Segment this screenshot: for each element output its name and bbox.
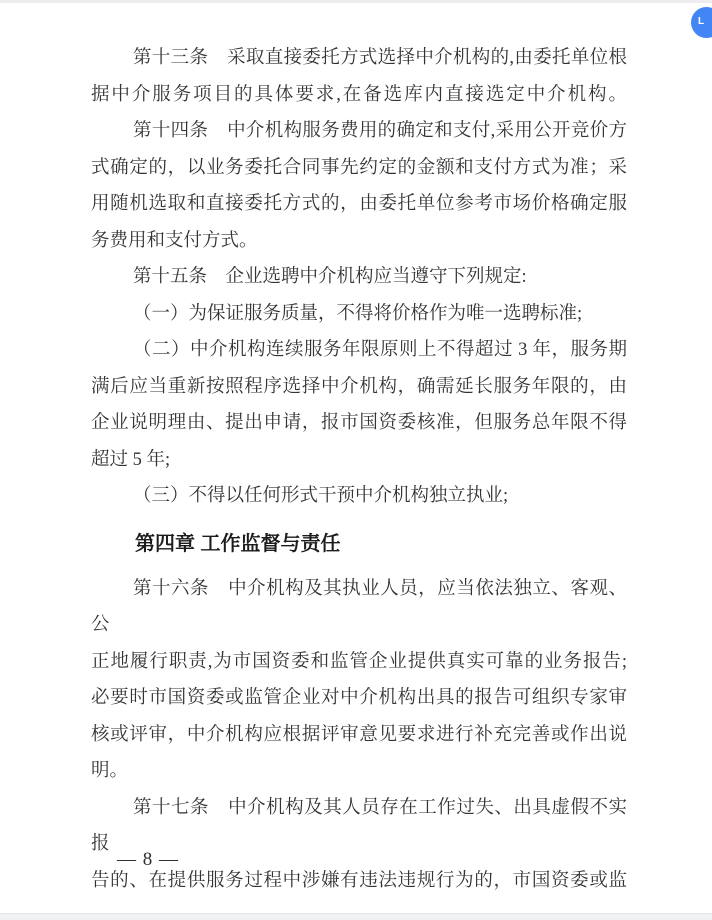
page-top-edge <box>0 0 712 3</box>
text-line: （二）中介机构连续服务年限原则上不得超过 3 年，服务期 <box>133 340 627 360</box>
text-line: 满后应当重新按照程序选择中介机构，确需延长服务年限的，由 <box>91 376 627 397</box>
text-line: 务费用和支付方式。 <box>91 230 258 251</box>
text-line: （一）为保证服务质量，不得将价格作为唯一选聘标准; <box>133 303 583 324</box>
page-bottom-edge <box>0 913 712 920</box>
chapter-heading: 第四章 工作监督与责任 <box>135 532 341 555</box>
text-line: 第十七条 中介机构及其人员存在工作过失、出具虚假不实报 <box>91 797 627 854</box>
text-line: 第十三条 采取直接委托方式选择中介机构的,由委托单位根 <box>133 48 627 68</box>
text-line: 明。 <box>91 761 129 781</box>
text-line: 第十五条 企业选聘中介机构应当遵守下列规定: <box>133 267 527 287</box>
page-number: — 8 — <box>117 849 179 870</box>
text-line: 式确定的，以业务委托合同事先约定的金额和支付方式为准；采 <box>91 157 627 178</box>
text-line: 第十四条 中介机构服务费用的确定和支付,采用公开竞价方 <box>133 121 627 141</box>
text-line: 核或评审，中介机构应根据评审意见要求进行补充完善或作出说 <box>91 724 627 745</box>
text-line: 超过 5 年; <box>91 449 171 470</box>
text-line: 正地履行职责,为市国资委和监管企业提供真实可靠的业务报告; <box>91 651 627 672</box>
text-line: 第十六条 中介机构及其执业人员，应当依法独立、客观、公 <box>91 578 627 635</box>
text-line: 企业说明理由、提出申请，报市国资委核准，但服务总年限不得 <box>91 413 627 433</box>
text-line: （三）不得以任何形式干预中介机构独立执业; <box>133 486 509 506</box>
text-line: 据中介服务项目的具体要求,在备选库内直接选定中介机构。 <box>91 84 627 105</box>
text-line: 必要时市国资委或监管企业对中介机构出具的报告可组织专家审 <box>91 688 627 708</box>
document-text <box>91 40 627 899</box>
text-line: 告的、在提供服务过程中涉嫌有违法违规行为的，市国资委或监 <box>91 870 627 891</box>
text-line: 用随机选取和直接委托方式的，由委托单位参考市场价格确定服 <box>91 194 627 214</box>
floating-button[interactable] <box>691 7 712 38</box>
floating-button-icon: L <box>698 16 705 27</box>
